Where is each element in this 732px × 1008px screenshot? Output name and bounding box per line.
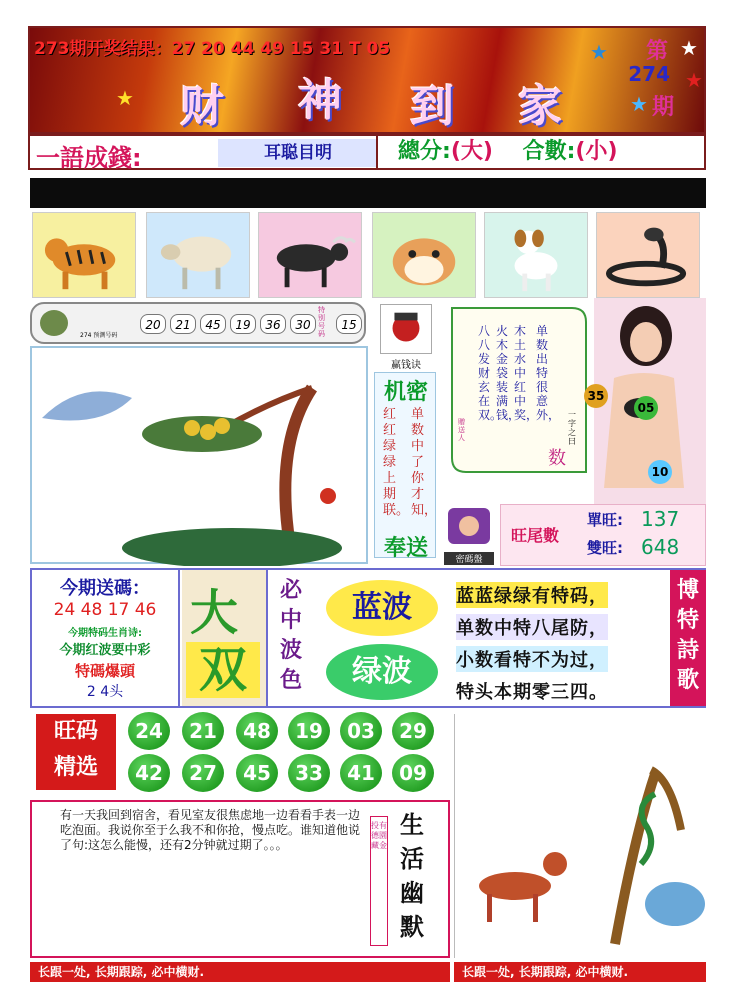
- lucky-ball: 42: [128, 754, 170, 792]
- code-plate: [444, 504, 494, 565]
- predict-label: 274 预测号码: [80, 332, 118, 339]
- issue-suffix: 期: [651, 95, 674, 120]
- scroll-poem: [444, 298, 594, 476]
- previous-result: 273期开奖结果：27 20 44 49 15 31 T 05: [34, 39, 391, 59]
- issue-label: 第: [645, 39, 668, 64]
- tree-icon: [40, 310, 68, 336]
- secret-bottom: 奉送: [383, 536, 428, 561]
- secret-col-1: 红红绿绿上期联。: [383, 407, 410, 518]
- send-numbers: 24 48 17 46: [53, 600, 157, 620]
- model-image: [587, 298, 706, 506]
- wave-box: [318, 570, 448, 706]
- poem-tag: 博特詩歌: [670, 570, 706, 706]
- lucky-label-1: 旺码: [53, 719, 98, 744]
- sheep-image: [146, 212, 250, 298]
- hot-label: 特碼爆頭: [74, 662, 135, 680]
- predict-number: 20: [140, 314, 166, 334]
- lucky-ball: 41: [340, 754, 382, 792]
- scroll-line-4: 八八发财玄在双。: [478, 324, 503, 422]
- poem-line-2: 单数中特八尾防，: [456, 614, 608, 640]
- lucky-ball: 24: [128, 712, 170, 750]
- story-tag: 生活幽默: [400, 811, 424, 941]
- lucky-label-2: 精选: [53, 755, 98, 780]
- scroll-author: 贈送人: [458, 418, 465, 442]
- footer-right: 长跟一处, 长期跟踪, 必中横财.: [454, 962, 706, 982]
- riddle-title: 一語成錢:: [36, 144, 142, 172]
- tiger-image: [32, 212, 136, 298]
- scroll-tag: 一字之曰: [568, 410, 576, 446]
- footer-left: 长跟一处, 长期跟踪, 必中横财.: [30, 962, 450, 982]
- secret-panel: [374, 372, 438, 561]
- painting-image: [30, 346, 368, 564]
- banner-char-4: 家: [518, 81, 562, 132]
- total-value: (大): [450, 139, 493, 164]
- lucky-ball: 29: [392, 712, 434, 750]
- snake-image: [596, 212, 700, 298]
- predict-number: 30: [290, 314, 316, 334]
- single-label: 單旺:: [587, 511, 623, 529]
- blue-wave: 蓝波: [326, 580, 438, 636]
- predict-number: 36: [260, 314, 286, 334]
- lucky-ball: 09: [392, 754, 434, 792]
- win-icon: [380, 304, 432, 354]
- wave-column: [268, 570, 318, 706]
- lucky-label: [36, 714, 116, 790]
- secret-col-2: 单数中了你才知，: [411, 407, 438, 518]
- tail-label: 旺尾數: [511, 526, 560, 545]
- special-label: 特别号码: [318, 306, 325, 338]
- lucky-ball: 21: [182, 712, 224, 750]
- lucky-ball: 27: [182, 754, 224, 792]
- send-title: 今期送碼：: [60, 578, 150, 599]
- total-label: 總分:: [398, 139, 451, 164]
- issue-number: 274: [628, 62, 670, 86]
- middle-section: [30, 568, 706, 708]
- hamster-image: [372, 212, 476, 298]
- big-char: 大: [190, 585, 239, 641]
- win-label: 赢钱诀: [391, 360, 421, 371]
- star-icon: ★: [685, 68, 703, 92]
- banner-char-3: 到: [410, 81, 454, 132]
- number-ball: 10: [648, 460, 672, 484]
- prediction-strip: [30, 302, 366, 344]
- predict-number: 21: [170, 314, 196, 334]
- send-poem: 今期红波要中彩: [59, 643, 151, 658]
- poem-box: [450, 570, 670, 706]
- single-value: 137: [641, 507, 680, 531]
- lucky-ball: 48: [236, 712, 278, 750]
- send-box: [32, 570, 180, 706]
- scroll-num: 数: [548, 448, 566, 469]
- lucky-ball: 33: [288, 754, 330, 792]
- big-box: [182, 570, 268, 706]
- star-icon: ★: [630, 92, 648, 116]
- ox-image: [258, 212, 362, 298]
- code-plate-label: 密碼盤: [444, 552, 494, 565]
- combo-label: 合數:: [522, 139, 576, 164]
- predict-number: 19: [230, 314, 256, 334]
- green-wave: 绿波: [326, 644, 438, 700]
- poem-line-4: 特头本期零三四。: [456, 678, 608, 704]
- send-poem-label: 今期特码生肖诗:: [68, 628, 142, 639]
- humor-story-box: [30, 800, 450, 958]
- double-char: 双: [186, 642, 260, 698]
- wave-col-text: 必中波色: [280, 578, 303, 693]
- poem-line-1: 蓝蓝绿绿有特码，: [456, 582, 608, 608]
- sum-row: [376, 136, 706, 168]
- story-text: 有一天我回到宿舍，看见室友很焦虑地一边看看手表一边吃泡面。我说你至于么我不和你抢，慢点吃。谁知道他说了句:这怎么能慢，还有2分钟就过期了。。。: [60, 808, 361, 852]
- combo-value: (小): [575, 139, 618, 164]
- double-value: 648: [641, 535, 680, 559]
- banner-char-2: 神: [298, 75, 342, 126]
- tail-box: [500, 504, 706, 566]
- number-ball: 35: [584, 384, 608, 408]
- header-banner: [28, 26, 706, 134]
- secret-title: 机密: [383, 380, 428, 405]
- lucky-ball: 03: [340, 712, 382, 750]
- number-ball: 05: [634, 396, 658, 420]
- star-icon: ★: [590, 40, 608, 64]
- dog-snake-image: [454, 714, 706, 958]
- slogan-row: [28, 134, 706, 170]
- lucky-ball: 45: [236, 754, 278, 792]
- lucky-ball: 19: [288, 712, 330, 750]
- banner-char-1: 财: [180, 81, 224, 132]
- story-side-tag: 投有德園藏金: [370, 816, 388, 946]
- scroll-line-2: 木土水中红中奖，: [514, 324, 539, 422]
- riddle-text: 耳聪目明: [218, 139, 378, 167]
- star-icon: ★: [680, 36, 698, 60]
- dog-image: [484, 212, 588, 298]
- lucky-numbers: [30, 710, 450, 796]
- predict-number: 45: [200, 314, 226, 334]
- poem-line-3: 小数看特不为过，: [456, 646, 608, 672]
- divider-bar: [30, 178, 706, 208]
- double-label: 雙旺:: [587, 539, 623, 557]
- scroll-line-1: 单数出特很意外，: [536, 324, 561, 422]
- star-icon: ★: [116, 86, 134, 110]
- hot-value: 2 4头: [86, 684, 124, 700]
- scroll-line-3: 火木金袋装满钱，: [496, 324, 521, 422]
- special-number: 15: [336, 314, 362, 334]
